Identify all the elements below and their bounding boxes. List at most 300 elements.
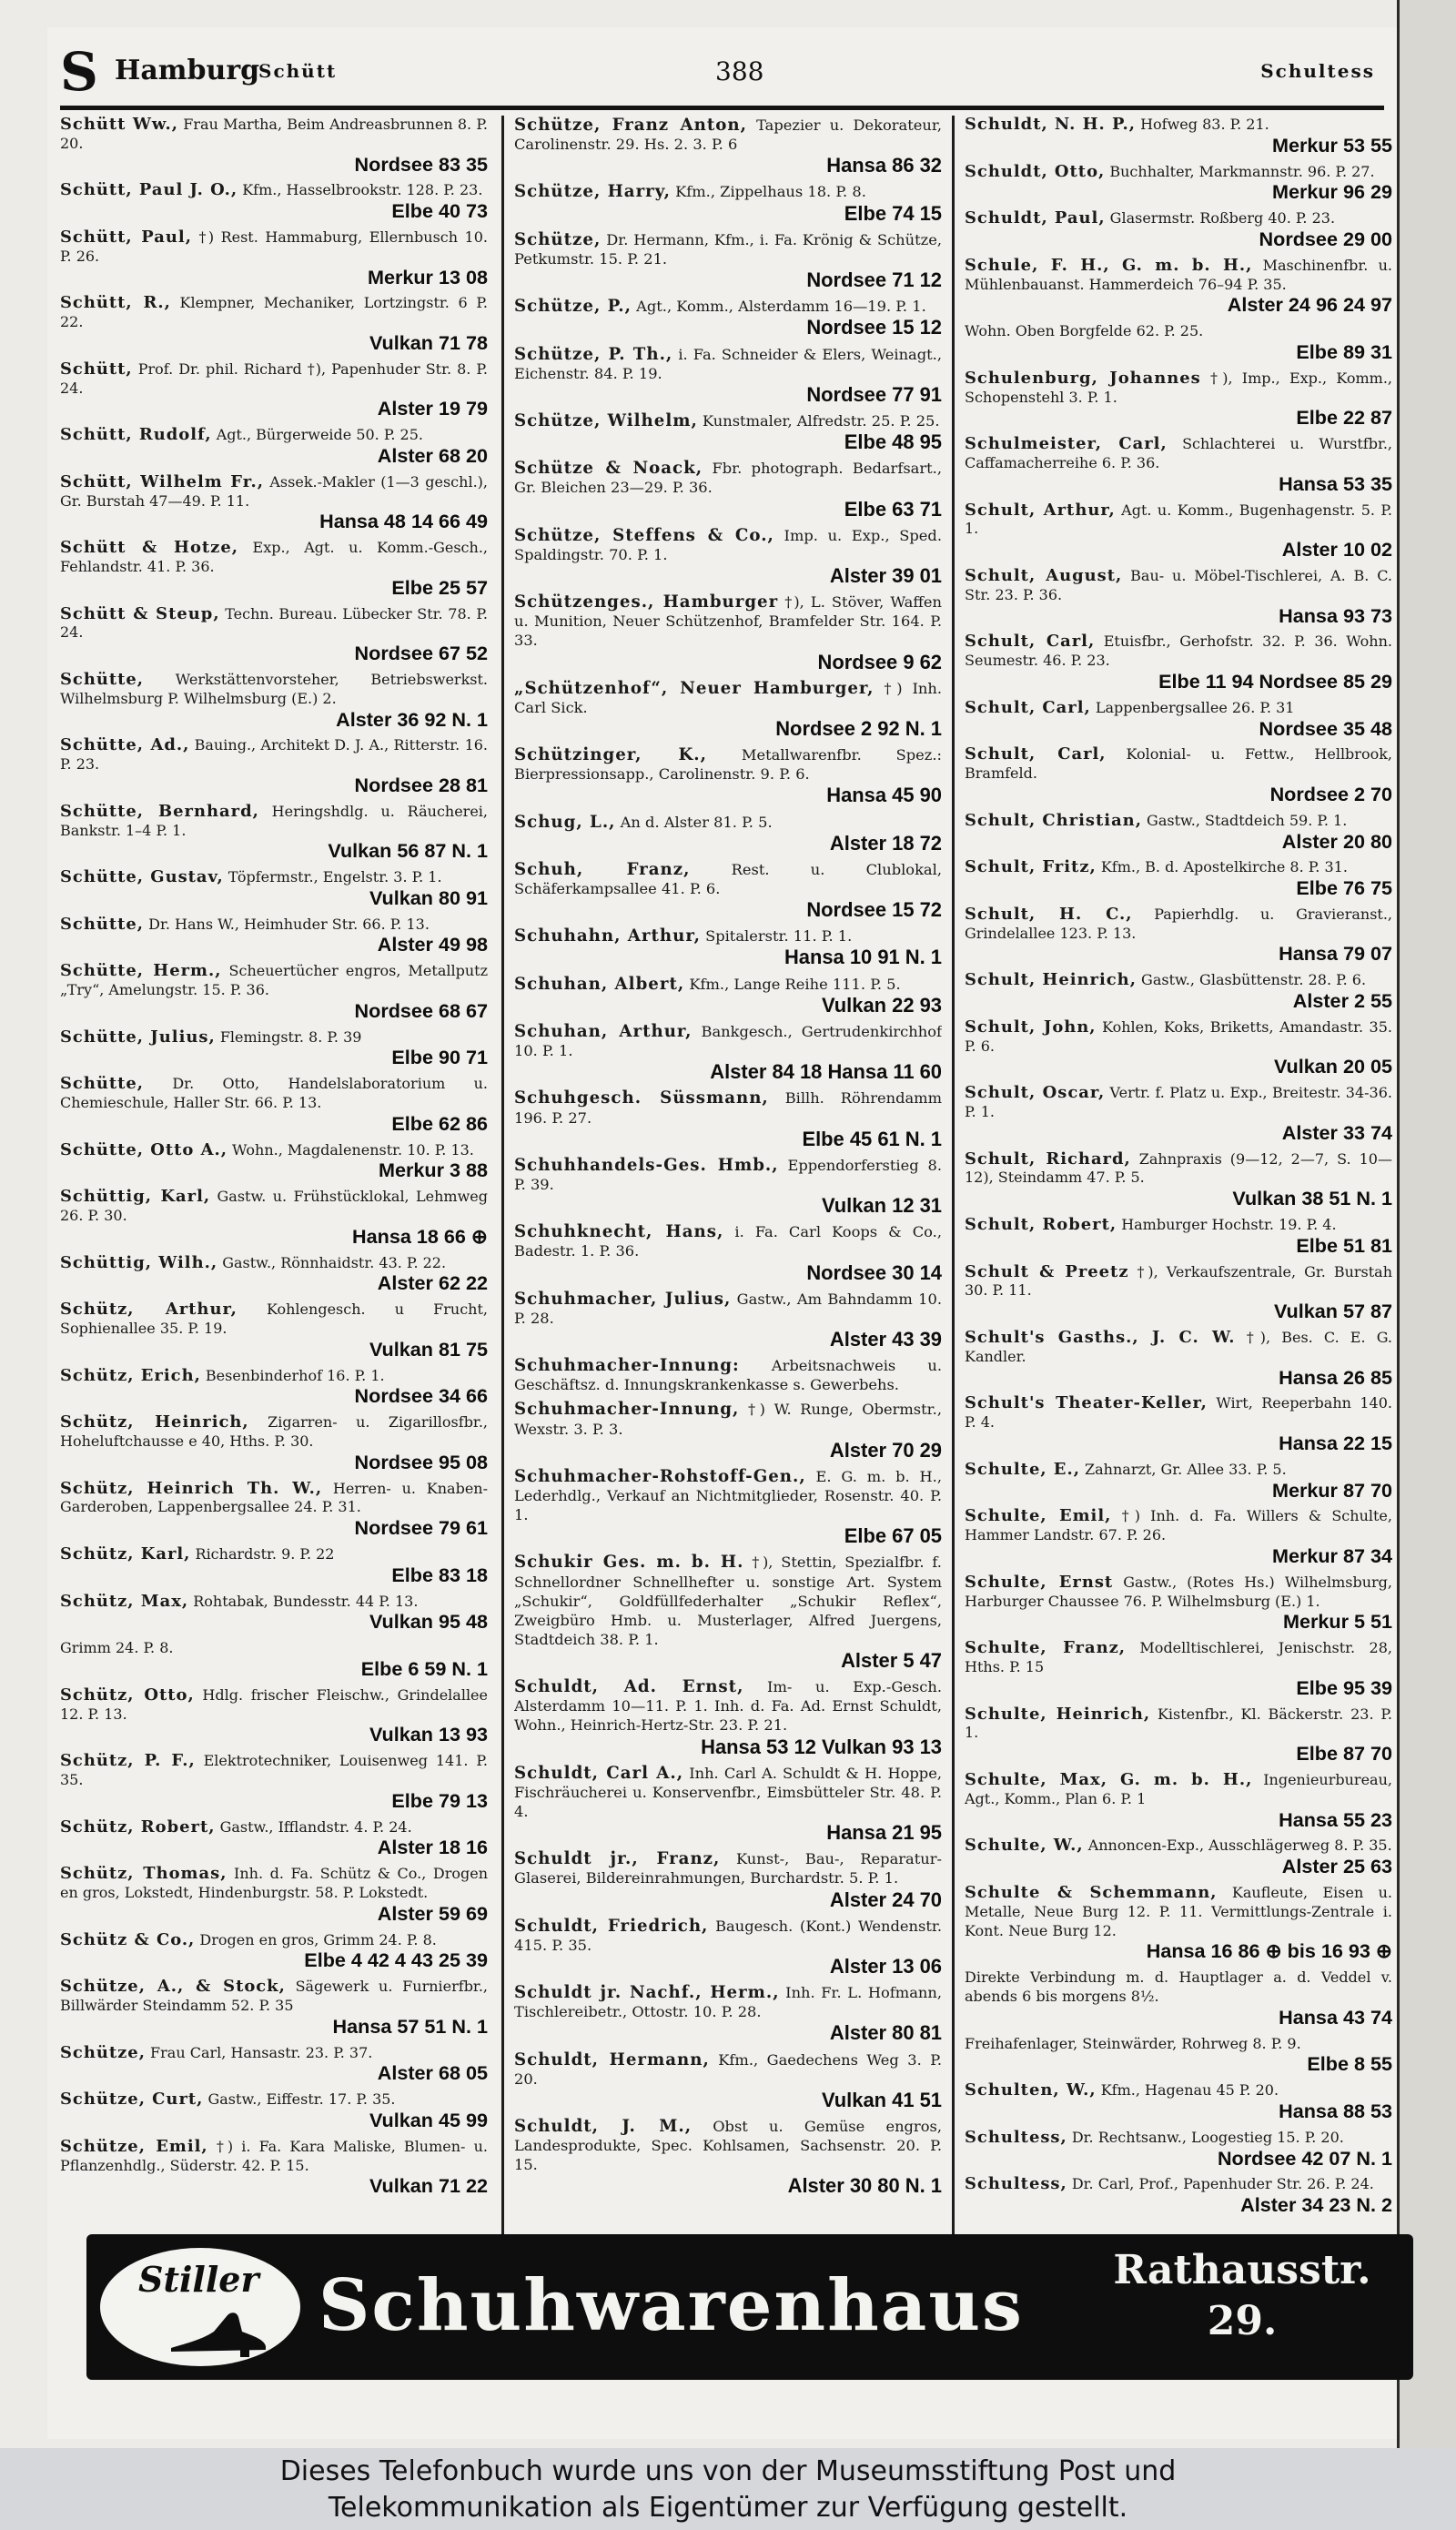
- entry-details: Exp., Agt. u. Komm.-Gesch., Fehlandstr. 41. P. 36.: [60, 539, 488, 575]
- directory-entry: [514, 1467, 942, 1548]
- entry-details: Elektrotechniker, Louisenweg 141. P. 35.: [60, 1752, 488, 1788]
- entry-name: Schultess,: [965, 2174, 1067, 2194]
- directory-entry: [60, 803, 488, 863]
- entry-name: Schütt & Hotze,: [60, 538, 238, 558]
- entry-name: Schuhan, Arthur,: [514, 1021, 693, 1041]
- entry-details: Direkte Verbindung m. d. Hauptlager a. d. Veddel v. abends 6 bis morgens 8½.: [965, 1968, 1392, 2005]
- entry-details: Fbr. photograph. Bedarfsart., Gr. Bleichen 23—29. P. 36.: [514, 460, 942, 497]
- entry-phone: Vulkan 71 22: [369, 2174, 488, 2198]
- entry-phone: Alster 20 80: [1281, 829, 1392, 853]
- entry-details: Kfm., Hagenau 45 P. 20.: [1100, 2081, 1279, 2100]
- entry-phone: Nordsee 2 70: [1269, 782, 1392, 805]
- entry-name: Schuhahn, Arthur,: [514, 926, 701, 946]
- directory-entry: [965, 858, 1392, 900]
- entry-phone: Hansa 16 86 ⊕ bis 16 93 ⊕: [1146, 1939, 1392, 1963]
- directory-entry: [514, 745, 942, 806]
- directory-entry: [514, 813, 942, 855]
- entry-phone: Alster 33 74: [1281, 1120, 1392, 1144]
- entry-name: Schütz, P. F.,: [60, 1751, 196, 1771]
- entry-phone: Hansa 18 66 ⊕: [352, 1224, 488, 1248]
- directory-entry: [965, 2129, 1392, 2171]
- entry-name: Schultess,: [965, 2127, 1067, 2147]
- entry-name: Schuhgesch. Süssmann,: [514, 1088, 769, 1108]
- entry-details: An d. Alster 81. P. 5.: [620, 813, 773, 831]
- entry-phone: Merkur 5 51: [1282, 1610, 1392, 1634]
- entry-name: Schult's Theater-Keller,: [965, 1393, 1208, 1413]
- entry-name: Schuldt, Hermann,: [514, 2049, 710, 2070]
- entry-phone: Hansa 53 12 Vulkan 93 13: [701, 1735, 942, 1758]
- directory-entry: [514, 230, 942, 291]
- entry-phone: Merkur 13 08: [367, 265, 488, 288]
- directory-entry: [60, 1480, 488, 1540]
- entry-name: Schuldt, Friedrich,: [514, 1916, 709, 1936]
- entry-name: Schuhmacher-Innung,: [514, 1400, 740, 1420]
- entry-name: Schütte, Bernhard,: [60, 801, 259, 821]
- directory-entry: [60, 1188, 488, 1248]
- entry-name: Schuhmacher-Rohstoff-Gen.,: [514, 1466, 806, 1486]
- entry-phone: Nordsee 15 72: [806, 898, 942, 922]
- entry-name: Schult, Carl,: [965, 697, 1091, 717]
- entry-details: Prof. Dr. phil. Richard †), Papenhuder Str. 8. P. 24.: [60, 359, 488, 397]
- entry-details: Gastw., (Rotes Hs.) Wilhelmsburg, Harburger Chaussee 76. P. Wilhelmsburg (E.) 1.: [965, 1573, 1392, 1610]
- header-first-entry: Schütt: [258, 60, 338, 82]
- entry-phone: Alster 30 80 N. 1: [787, 2174, 942, 2198]
- shoe-icon: [164, 2304, 273, 2359]
- entry-phone: Elbe 4 42 4 43 25 39: [304, 1948, 488, 1972]
- entry-details: Gastw., Ifflandstr. 4. P. 24.: [219, 1817, 412, 1836]
- entry-name: Schütz, Arthur,: [60, 1300, 238, 1320]
- entry-details: Kfm., Hasselbrookstr. 128. P. 23.: [242, 181, 483, 199]
- advertisement-banner: [86, 2234, 1413, 2380]
- entry-name: Schütz, Max,: [60, 1591, 189, 1611]
- entry-details: Glasermstr. Roßberg 40. P. 23.: [1109, 209, 1336, 228]
- entry-phone: Vulkan 56 87 N. 1: [328, 839, 488, 863]
- directory-entry: [60, 116, 488, 176]
- entry-name: Schütte,: [60, 914, 145, 934]
- directory-entry: [965, 699, 1392, 741]
- entry-phone: Alster 43 39: [829, 1327, 942, 1351]
- entry-name: Schuhan, Albert,: [514, 974, 685, 994]
- header-last-entry: Schultess: [1260, 60, 1375, 82]
- entry-phone: Alster 68 20: [377, 443, 488, 467]
- directory-entry: [965, 1461, 1392, 1503]
- directory-entry: [60, 916, 488, 957]
- directory-entry: [514, 1400, 942, 1461]
- entry-details: Werkstättenvorsteher, Betriebswerkst. Wilhelmsburg P. Wilhelmsburg (E.) 2.: [60, 670, 488, 707]
- directory-entry: [965, 1216, 1392, 1258]
- entry-phone: Elbe 76 75: [1296, 876, 1392, 900]
- entry-name: Schuhknecht, Hans,: [514, 1222, 724, 1242]
- directory-entry: [60, 671, 488, 731]
- entry-details: i. Fa. Schneider & Elers, Weinagt., Eichenstr. 84. P. 19.: [514, 345, 942, 382]
- entry-phone: Alster 39 01: [829, 563, 942, 587]
- directory-entry: [60, 1978, 488, 2038]
- directory-entry: [965, 209, 1392, 251]
- entry-name: Schütte,: [60, 669, 145, 689]
- directory-entry: [60, 736, 488, 796]
- entry-phone: Hansa 10 91 N. 1: [784, 946, 942, 969]
- entry-phone: Elbe 67 05: [844, 1524, 942, 1548]
- entry-phone: Nordsee 28 81: [354, 773, 488, 796]
- entry-details: Inh. Carl A. Schuldt & H. Hoppe, Fischräucherei u. Konservenfbr., Eimsbütteler Str. 48. P. 4.: [514, 1764, 942, 1820]
- entry-name: Schütze, P.,: [514, 297, 632, 317]
- entry-phone: Alster 10 02: [1281, 538, 1392, 562]
- entry-details: Arbeitsnachweis u. Geschäftsz. d. Innungskrankenkasse s. Gewerbehs.: [514, 1357, 942, 1394]
- entry-details: Agt. u. Komm., Bugenhagenstr. 5. P. 1.: [965, 501, 1392, 538]
- directory-entry: [965, 971, 1392, 1013]
- entry-details: Imp. u. Exp., Sped. Spaldingstr. 70. P. 1.: [514, 526, 942, 563]
- entry-name: Schüttig, Karl,: [60, 1187, 211, 1207]
- directory-entry: [514, 860, 942, 921]
- directory-entry: [60, 1865, 488, 1925]
- entry-name: Schult, Carl,: [965, 632, 1096, 652]
- header-rule: [60, 106, 1384, 110]
- entry-details: Spitalerstr. 11. P. 1.: [705, 927, 853, 946]
- directory-entry: [965, 2081, 1392, 2123]
- entry-name: Schütt, Wilhelm Fr.,: [60, 471, 264, 491]
- entry-details: †) W. Runge, Obermstr., Wexstr. 3. P. 3.: [514, 1401, 942, 1438]
- entry-phone: Alster 18 16: [377, 1836, 488, 1859]
- entry-phone: Alster 24 96 24 97: [1227, 293, 1392, 317]
- entry-details: Baugesch. (Kont.) Wendenstr. 415. P. 35.: [514, 1917, 942, 1954]
- entry-details: †) Rest. Hammaburg, Ellernbusch 10. P. 26.: [60, 228, 488, 265]
- directory-entry: [514, 2117, 942, 2198]
- entry-name: Schult, H. C.,: [965, 904, 1133, 924]
- entry-phone: Elbe 25 57: [391, 575, 488, 599]
- entry-phone: Nordsee 68 67: [354, 998, 488, 1022]
- page-header: [60, 40, 1375, 104]
- column-divider: [952, 116, 955, 2236]
- directory-entry: [514, 1677, 942, 1758]
- entry-name: Schuldt jr. Nachf., Herm.,: [514, 1983, 780, 2003]
- directory-entry: [60, 962, 488, 1022]
- directory-entry: [514, 2050, 942, 2111]
- directory-entry: [965, 1574, 1392, 1634]
- directory-entry: [965, 745, 1392, 805]
- directory-entry: [60, 2138, 488, 2198]
- entry-details: Dr. Hermann, Kfm., i. Fa. Krönig & Schütze, Petkumstr. 15. P. 21.: [514, 230, 942, 268]
- directory-entry: [965, 1084, 1392, 1144]
- directory-entry: [965, 2175, 1392, 2217]
- entry-phone: Nordsee 79 61: [354, 1516, 488, 1540]
- entry-name: Schütte, Gustav,: [60, 867, 224, 887]
- entry-phone: Elbe 62 86: [391, 1111, 488, 1135]
- entry-name: Schütz, Heinrich,: [60, 1412, 249, 1432]
- entry-phone: Vulkan 80 91: [369, 886, 488, 909]
- entry-name: Schuh, Franz,: [514, 859, 691, 879]
- directory-entry: [965, 2035, 1392, 2077]
- directory-entry: [60, 473, 488, 533]
- entry-name: Schütze, Emil,: [60, 2136, 208, 2156]
- entry-details: Rohtabak, Bundesstr. 44 P. 13.: [193, 1592, 419, 1610]
- entry-details: Maschinenfbr. u. Mühlenbauanst. Hammerdeich 76–94 P. 35.: [965, 256, 1392, 293]
- entry-details: Tapezier u. Dekorateur, Carolinenstr. 29. Hs. 2. 3. P. 6: [514, 116, 942, 154]
- directory-entry: [965, 906, 1392, 966]
- entry-details: Töpfermstr., Engelstr. 3. P. 1.: [228, 868, 442, 886]
- entry-phone: Elbe 40 73: [391, 199, 488, 223]
- entry-details: †), Bes. C. E. G. Kandler.: [965, 1329, 1392, 1365]
- directory-entry: [965, 1507, 1392, 1567]
- entry-phone: Nordsee 30 14: [806, 1260, 942, 1284]
- entry-phone: Nordsee 83 35: [354, 152, 488, 176]
- entry-phone: Alster 62 22: [377, 1271, 488, 1295]
- entry-name: Schütze, P. Th.,: [514, 344, 673, 364]
- entry-details: Besenbinderhof 16. P. 1.: [205, 1366, 385, 1384]
- directory-entry: [965, 567, 1392, 627]
- directory-entry: [60, 1593, 488, 1634]
- directory-entry: [514, 345, 942, 406]
- entry-details: †), Stettin, Spezialfbr. f. Schnellordner Schnellhefter u. sonstige Art. System „Schukir“, Goldfüllfederhalter „Schukir Reflex“, Zweigbüro Hmb. u. Musterlager, Alfred Juergens, Stadtdeich 38. P. 1.: [514, 1553, 942, 1648]
- entry-details: †), L. Stöver, Waffen u. Munition, Neuer Schützenhof, Bramfelder Str. 164. P. 33.: [514, 593, 942, 650]
- directory-entry: [60, 294, 488, 354]
- entry-name: Schütte, Ad.,: [60, 735, 190, 755]
- entry-phone: Nordsee 77 91: [806, 382, 942, 406]
- entry-phone: Alster 70 29: [829, 1438, 942, 1462]
- entry-name: Schulte, Ernst: [965, 1572, 1114, 1592]
- entry-phone: Alster 59 69: [377, 1901, 488, 1925]
- entry-details: Hofweg 83. P. 21.: [1140, 116, 1269, 133]
- entry-name: Schug, L.,: [514, 812, 616, 832]
- entry-phone: Merkur 96 29: [1271, 180, 1392, 204]
- entry-details: Gastw., Rönnhaidstr. 43. P. 22.: [222, 1253, 447, 1271]
- entry-name: Schütte, Julius,: [60, 1027, 216, 1047]
- entry-name: Schulmeister, Carl,: [965, 434, 1168, 454]
- entry-name: Schult, Arthur,: [965, 500, 1116, 520]
- directory-entry: [965, 632, 1392, 693]
- directory-entry: [965, 1018, 1392, 1078]
- entry-name: Schuldt, Carl A.,: [514, 1763, 684, 1783]
- entry-details: Kunst-, Bau-, Reparatur-Glaserei, Bildereinrahmungen, Burchardstr. 5. P. 1.: [514, 1850, 942, 1887]
- entry-name: Schult, Fritz,: [965, 857, 1097, 877]
- entry-details: Agt., Bürgerweide 50. P. 25.: [216, 426, 423, 444]
- entry-name: Schütt & Steup,: [60, 603, 220, 623]
- entry-details: Inh. Fr. L. Hofmann, Tischlereibetr., Ottostr. 10. P. 28.: [514, 1984, 942, 2021]
- entry-name: Schuldt, Paul,: [965, 208, 1106, 228]
- entry-phone: Elbe 74 15: [844, 201, 942, 225]
- footer-line-1: Dieses Telefonbuch wurde uns von der Museumsstiftung Post und: [279, 2455, 1177, 2487]
- entry-phone: Vulkan 45 99: [369, 2108, 488, 2131]
- entry-details: Dr. Otto, Handelslaboratorium u. Chemieschule, Haller Str. 66. P. 13.: [60, 1075, 488, 1112]
- footer-line-2: Telekommunikation als Eigentümer zur Verfügung gestellt.: [328, 2492, 1128, 2524]
- entry-phone: Vulkan 22 93: [821, 993, 942, 1017]
- entry-details: Gastw., Eiffestr. 17. P. 35.: [207, 2090, 396, 2109]
- entry-details: Gastw., Stadtdeich 59. P. 1.: [1147, 811, 1348, 829]
- entry-details: Papierhdlg. u. Gravieranst., Grindelallee 123. P. 13.: [965, 905, 1392, 942]
- entry-details: Dr. Rechtsanw., Loogestieg 15. P. 20.: [1071, 2128, 1344, 2146]
- entry-phone: Hansa 79 07: [1279, 942, 1392, 966]
- entry-details: Flemingstr. 8. P. 39: [219, 1027, 362, 1046]
- entry-phone: Elbe 51 81: [1296, 1233, 1392, 1257]
- directory-entry: [514, 182, 942, 224]
- entry-name: Schütze,: [514, 229, 602, 249]
- directory-entry: [965, 1837, 1392, 1878]
- entry-name: Schulten, W.,: [965, 2080, 1097, 2100]
- entry-name: Schütte,: [60, 1074, 145, 1094]
- directory-entry: [60, 1639, 488, 1681]
- entry-details: i. Fa. Carl Koops & Co., Badestr. 1. P. 36.: [514, 1223, 942, 1260]
- header-letter: S: [60, 41, 98, 103]
- entry-details: Wohn. Oben Borgfelde 62. P. 25.: [965, 322, 1204, 340]
- entry-details: Sägewerk u. Furnierfbr., Billwärder Steindamm 52. P. 35: [60, 1978, 488, 2014]
- entry-name: Schulte, W.,: [965, 1836, 1084, 1856]
- directory-entry: [60, 360, 488, 420]
- entry-name: Schuhhandels-Ges. Hmb.,: [514, 1155, 779, 1175]
- entry-phone: Alster 84 18 Hansa 11 60: [710, 1060, 942, 1084]
- entry-name: „Schützenhof“, Neuer Hamburger,: [514, 678, 875, 698]
- entry-name: Schult, Christian,: [965, 810, 1142, 830]
- entry-name: Schütt,: [60, 359, 133, 379]
- entry-details: Techn. Bureau. Lübecker Str. 78. P. 24.: [60, 604, 488, 642]
- directory-entry: [60, 1686, 488, 1746]
- entry-name: Schütz, Erich,: [60, 1365, 201, 1385]
- entry-phone: Hansa 45 90: [826, 784, 942, 807]
- entry-phone: Alster 24 70: [829, 1887, 942, 1911]
- entry-details: Kaufleute, Eisen u. Metalle, Neue Burg 12. P. 11. Vermittlungs-Zentrale i. Kont. Neue Burg 12.: [965, 1883, 1392, 1939]
- entry-name: Schütte, Herm.,: [60, 961, 222, 981]
- directory-entry: [965, 1150, 1392, 1210]
- entry-phone: Elbe 6 59 N. 1: [360, 1656, 488, 1680]
- entry-details: Buchhalter, Markmannstr. 96. P. 27.: [1109, 162, 1375, 180]
- entry-phone: Merkur 3 88: [378, 1159, 488, 1182]
- entry-details: Kunstmaler, Alfredstr. 25. P. 25.: [703, 411, 940, 430]
- directory-entry: [60, 1141, 488, 1183]
- entry-phone: Merkur 53 55: [1271, 133, 1392, 157]
- entry-phone: Nordsee 15 12: [806, 316, 942, 339]
- entry-details: Dr. Carl, Prof., Papenhuder Str. 26. P. 24.: [1071, 2175, 1374, 2193]
- entry-details: Lappenbergsallee 26. P. 31: [1095, 698, 1295, 716]
- entry-phone: Nordsee 95 08: [354, 1450, 488, 1473]
- directory-entry: [60, 605, 488, 665]
- directory-entry: [60, 1254, 488, 1296]
- entry-phone: Alster 2 55: [1292, 989, 1392, 1013]
- entry-name: Schütz, Heinrich Th. W.,: [60, 1478, 323, 1498]
- entry-details: Frau Martha, Beim Andreasbrunnen 8. P. 20.: [60, 116, 488, 152]
- entry-phone: Vulkan 81 75: [369, 1337, 488, 1361]
- entry-phone: Nordsee 34 66: [354, 1384, 488, 1408]
- entry-name: Schult's Gasths., J. C. W.: [965, 1328, 1236, 1348]
- entry-phone: Alster 19 79: [377, 397, 488, 420]
- ad-street: Rathausstr.: [1113, 2247, 1371, 2293]
- entry-name: Schütt, Paul,: [60, 227, 192, 247]
- entry-name: Schukir Ges. m. b. H.: [514, 1553, 744, 1573]
- entry-phone: Elbe 95 39: [1296, 1675, 1392, 1699]
- directory-entry: [514, 1983, 942, 2044]
- directory-entry: [514, 975, 942, 1017]
- entry-details: Annoncen-Exp., Ausschlägerweg 8. P. 35.: [1087, 1837, 1392, 1855]
- entry-details: Kistenfbr., Kl. Bäckerstr. 23. P. 1.: [965, 1705, 1392, 1742]
- entry-name: Schulenburg, Johannes: [965, 368, 1201, 388]
- ad-house-number: 29.: [1207, 2298, 1278, 2344]
- entry-details: Ingenieurbureau, Agt., Komm., Plan 6. P. 1: [965, 1770, 1392, 1807]
- directory-entry: [60, 228, 488, 288]
- directory-entry: [514, 1849, 942, 1910]
- entry-name: Schütze,: [60, 2042, 146, 2062]
- entry-details: Agt., Komm., Alsterdamm 16—19. P. 1.: [636, 298, 926, 316]
- entry-phone: Hansa 22 15: [1279, 1432, 1392, 1455]
- directory-entry: [60, 868, 488, 910]
- entry-name: Schult, August,: [965, 565, 1123, 585]
- directory-entry: [60, 181, 488, 223]
- entry-phone: Vulkan 41 51: [821, 2088, 942, 2111]
- directory-column-1: [60, 116, 488, 2236]
- directory-entry: [965, 116, 1392, 157]
- entry-name: Schütz, Otto,: [60, 1685, 195, 1705]
- entry-phone: Vulkan 38 51 N. 1: [1232, 1187, 1392, 1210]
- entry-name: Schuhmacher, Julius,: [514, 1289, 732, 1309]
- entry-name: Schulte, Emil,: [965, 1506, 1112, 1526]
- entry-details: Kfm., B. d. Apostelkirche 8. P. 31.: [1100, 858, 1348, 876]
- directory-entry: [60, 1818, 488, 1860]
- entry-details: Bau- u. Möbel-Tischlerei, A. B. C. Str. 23. P. 36.: [965, 566, 1392, 603]
- entry-phone: Elbe 8 55: [1307, 2052, 1392, 2076]
- directory-entry: [60, 1300, 488, 1361]
- entry-name: Schult, Robert,: [965, 1215, 1117, 1235]
- entry-phone: Hansa 48 14 66 49: [319, 510, 488, 533]
- entry-phone: Elbe 22 87: [1296, 406, 1392, 430]
- entry-name: Schult & Preetz: [965, 1261, 1129, 1281]
- entry-phone: Vulkan 13 93: [369, 1723, 488, 1746]
- next-page-edge: [1397, 0, 1456, 2448]
- entry-phone: Hansa 88 53: [1279, 2099, 1392, 2122]
- directory-column-2: [514, 116, 942, 2236]
- directory-entry: [60, 1413, 488, 1473]
- directory-entry: [965, 1884, 1392, 1963]
- entry-details: Dr. Hans W., Heimhuder Str. 66. P. 13.: [148, 915, 430, 933]
- entry-phone: Hansa 55 23: [1279, 1807, 1392, 1831]
- entry-phone: Alster 80 81: [829, 2021, 942, 2045]
- entry-details: Frau Carl, Hansastr. 23. P. 37.: [150, 2043, 373, 2061]
- directory-entry: [514, 459, 942, 520]
- entry-phone: Hansa 26 85: [1279, 1365, 1392, 1389]
- header-city: Hamburg: [115, 55, 260, 86]
- entry-details: Heringshdlg. u. Räucherei, Bankstr. 1–4 P. 1.: [60, 802, 488, 839]
- entry-details: Drogen en gros, Grimm 24. P. 8.: [199, 1930, 437, 1948]
- entry-name: Schütt, R.,: [60, 293, 171, 313]
- entry-details: Hdlg. frischer Fleischw., Grindelallee 12. P. 13.: [60, 1685, 488, 1723]
- entry-phone: Vulkan 57 87: [1273, 1300, 1392, 1323]
- entry-phone: Hansa 43 74: [1279, 2005, 1392, 2029]
- directory-entry: [965, 1639, 1392, 1699]
- column-divider: [501, 116, 504, 2236]
- entry-phone: Elbe 89 31: [1296, 339, 1392, 363]
- directory-entry: [965, 257, 1392, 317]
- directory-entry: [514, 592, 942, 673]
- entry-details: Rest. u. Clublokal, Schäferkampsallee 41. P. 6.: [514, 860, 942, 897]
- entry-name: Schüttig, Wilh.,: [60, 1252, 218, 1272]
- directory-entry: [60, 1028, 488, 1070]
- entry-phone: Elbe 48 95: [844, 430, 942, 454]
- entry-phone: Elbe 45 61 N. 1: [802, 1127, 942, 1150]
- entry-name: Schütz, Robert,: [60, 1817, 216, 1837]
- directory-entry: [60, 2090, 488, 2132]
- entry-details: Gastw., Am Bahndamm 10. P. 28.: [514, 1290, 942, 1327]
- entry-details: Billh. Röhrendamm 196. P. 27.: [514, 1089, 942, 1127]
- directory-entry: [514, 1022, 942, 1083]
- entry-name: Schützenges., Hamburger: [514, 592, 779, 612]
- directory-entry: [514, 1917, 942, 1978]
- entry-phone: Merkur 87 70: [1271, 1478, 1392, 1502]
- entry-name: Schütze, Wilhelm,: [514, 410, 698, 430]
- entry-name: Schütt, Paul J. O.,: [60, 180, 238, 200]
- entry-phone: Alster 36 92 N. 1: [336, 707, 488, 731]
- entry-details: Zigarren- u. Zigarillosfbr., Hoheluftchausse e 40, Hths. P. 30.: [60, 1413, 488, 1451]
- entry-phone: Vulkan 20 05: [1273, 1055, 1392, 1078]
- entry-details: Inh. d. Fa. Schütz & Co., Drogen en gros, Lokstedt, Hindenburgstr. 58. P. Lokstedt.: [60, 1865, 488, 1901]
- entry-name: Schult, Richard,: [965, 1149, 1131, 1169]
- directory-entry: [514, 116, 942, 177]
- entry-phone: Elbe 87 70: [1296, 1742, 1392, 1766]
- directory-entry: [514, 1222, 942, 1283]
